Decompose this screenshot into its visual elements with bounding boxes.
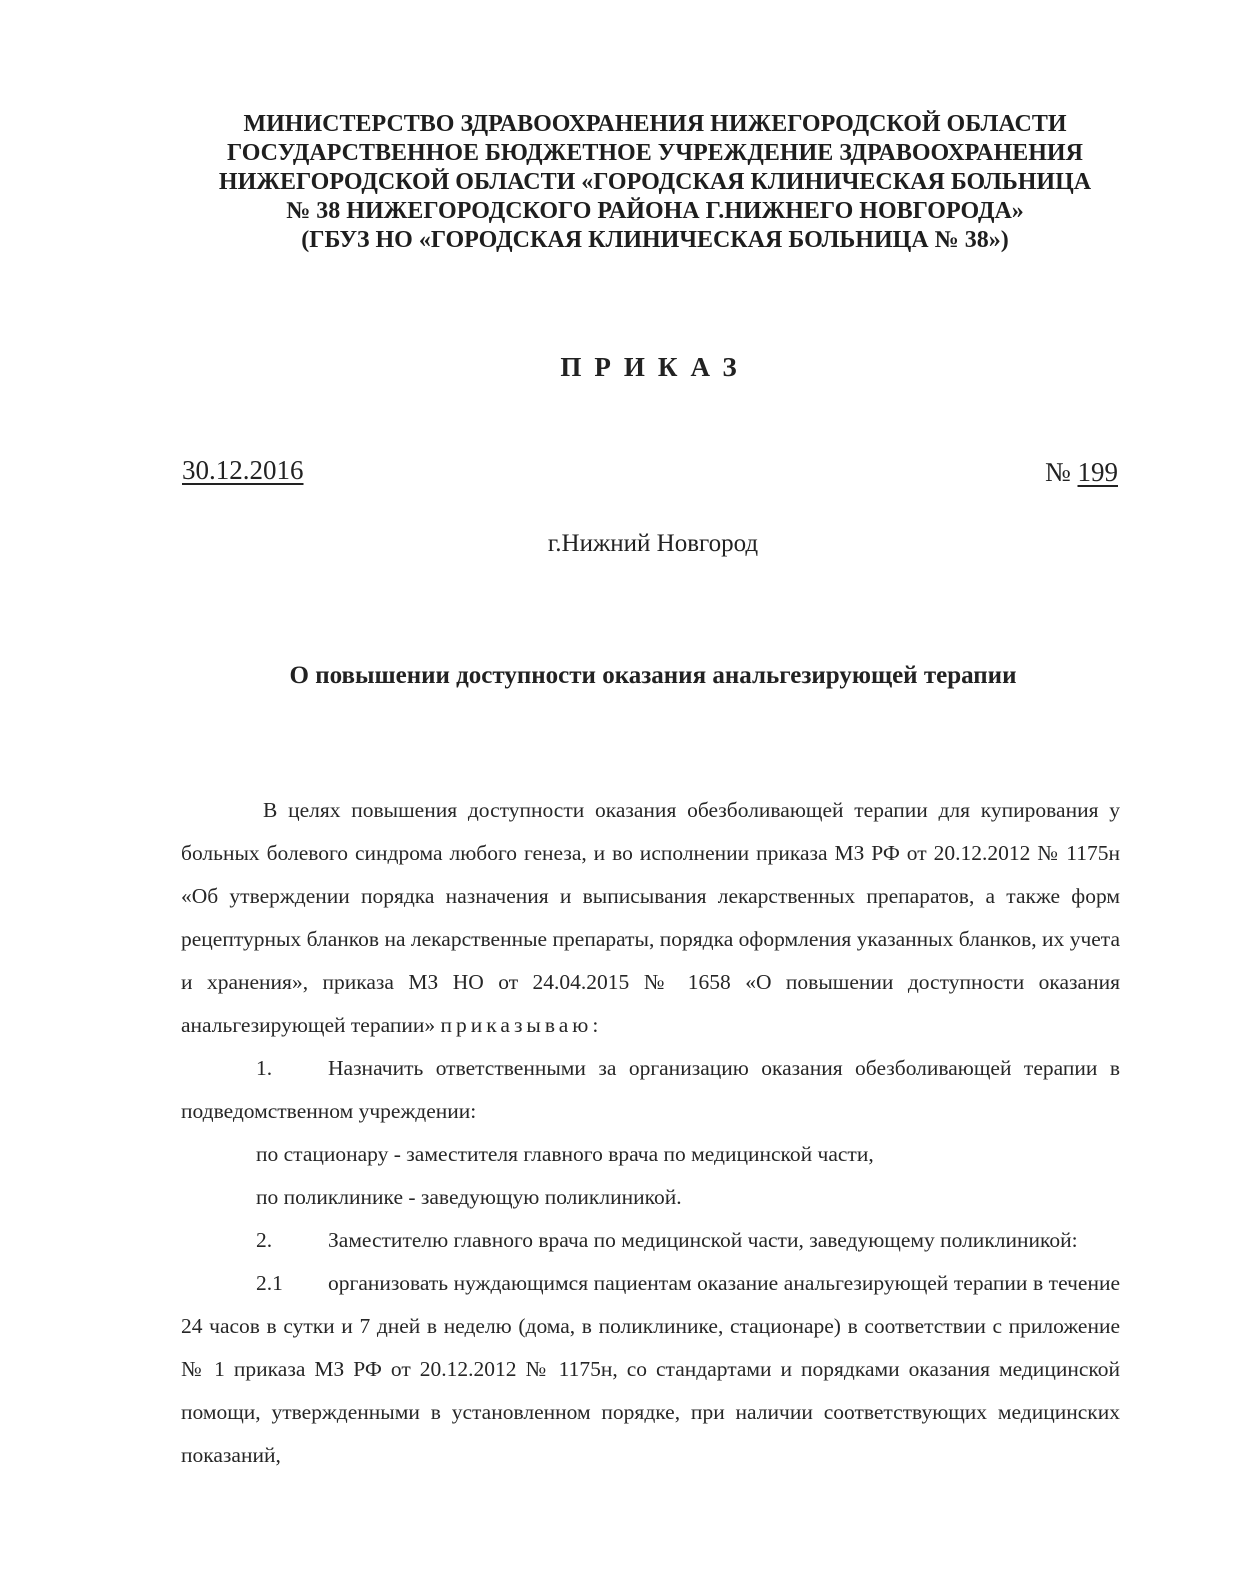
number-value: 199	[1077, 457, 1118, 487]
item-2-1-marker: 2.1	[256, 1271, 283, 1295]
item-2-text: Заместителю главного врача по медицинской части, заведующему поликлиникой:	[328, 1228, 1078, 1252]
organization-header	[150, 110, 1160, 255]
order-date: 30.12.2016	[182, 455, 304, 485]
order-number	[1045, 457, 1118, 488]
header-line-ministry: МИНИСТЕРСТВО ЗДРАВООХРАНЕНИЯ НИЖЕГОРОДСКОЙ ОБЛАСТИ	[243, 111, 1067, 137]
item-1-marker: 1.	[256, 1056, 273, 1080]
preamble-paragraph	[181, 789, 1120, 1047]
list-item-1-sub-1: по стационару - заместителя главного врача по медицинской части,	[256, 1142, 874, 1166]
list-item-1	[181, 1047, 1120, 1133]
list-item-1-sub-2: по поликлинике - заведующую поликлиникой.	[256, 1185, 682, 1209]
order-subject: О повышении доступности оказания анальгезирующей терапии	[289, 662, 1017, 689]
preamble-text: В целях повышения доступности оказания обезболивающей терапии для купирования у больных болевого синдрома любого генеза, и во исполнении приказа МЗ РФ от 20.12.2012 № 1175н «Об утверждении порядка назначения и выписывания лекарственных препаратов, а также форм рецептурных бланков на лекарственные препараты, порядка оформления указанных бланков, их учета и хранения», приказа МЗ НО от 24.04.2015 № 1658 «О повышении доступности оказания анальгезирующей терапии»	[181, 798, 1120, 1037]
item-1-text: Назначить ответственными за организацию оказания обезболивающей терапии в подведомственном учреждении:	[181, 1056, 1120, 1123]
number-sign: №	[1044, 457, 1071, 487]
list-item-2-1	[181, 1262, 1120, 1477]
order-word: приказываю:	[440, 1013, 603, 1037]
item-2-marker: 2.	[256, 1228, 273, 1252]
document-type-title: ПРИКАЗ	[560, 352, 750, 382]
order-city: г.Нижний Новгород	[547, 530, 759, 557]
list-item-2	[181, 1219, 1120, 1262]
header-line-institution-type: ГОСУДАРСТВЕННОЕ БЮДЖЕТНОЕ УЧРЕЖДЕНИЕ ЗДРАВООХРАНЕНИЯ	[227, 140, 1083, 166]
header-line-institution-district: № 38 НИЖЕГОРОДСКОГО РАЙОНА Г.НИЖНЕГО НОВГОРОДА»	[286, 198, 1024, 224]
item-2-1-text: организовать нуждающимся пациентам оказание анальгезирующей терапии в течение 24 часов в сутки и 7 дней в неделю (дома, в поликлинике, стационаре) в соответствии с приложение № 1 приказа МЗ РФ от 20.12.2012 № 1175н, со стандартами и порядками оказания медицинской помощи, утвержденными в установленном порядке, при наличии соответствующих медицинских показаний,	[181, 1271, 1120, 1467]
order-body	[181, 789, 1120, 1477]
header-line-institution-name: НИЖЕГОРОДСКОЙ ОБЛАСТИ «ГОРОДСКАЯ КЛИНИЧЕСКАЯ БОЛЬНИЦА	[218, 169, 1092, 195]
header-line-short-name: (ГБУЗ НО «ГОРОДСКАЯ КЛИНИЧЕСКАЯ БОЛЬНИЦА № 38»)	[301, 227, 1009, 253]
